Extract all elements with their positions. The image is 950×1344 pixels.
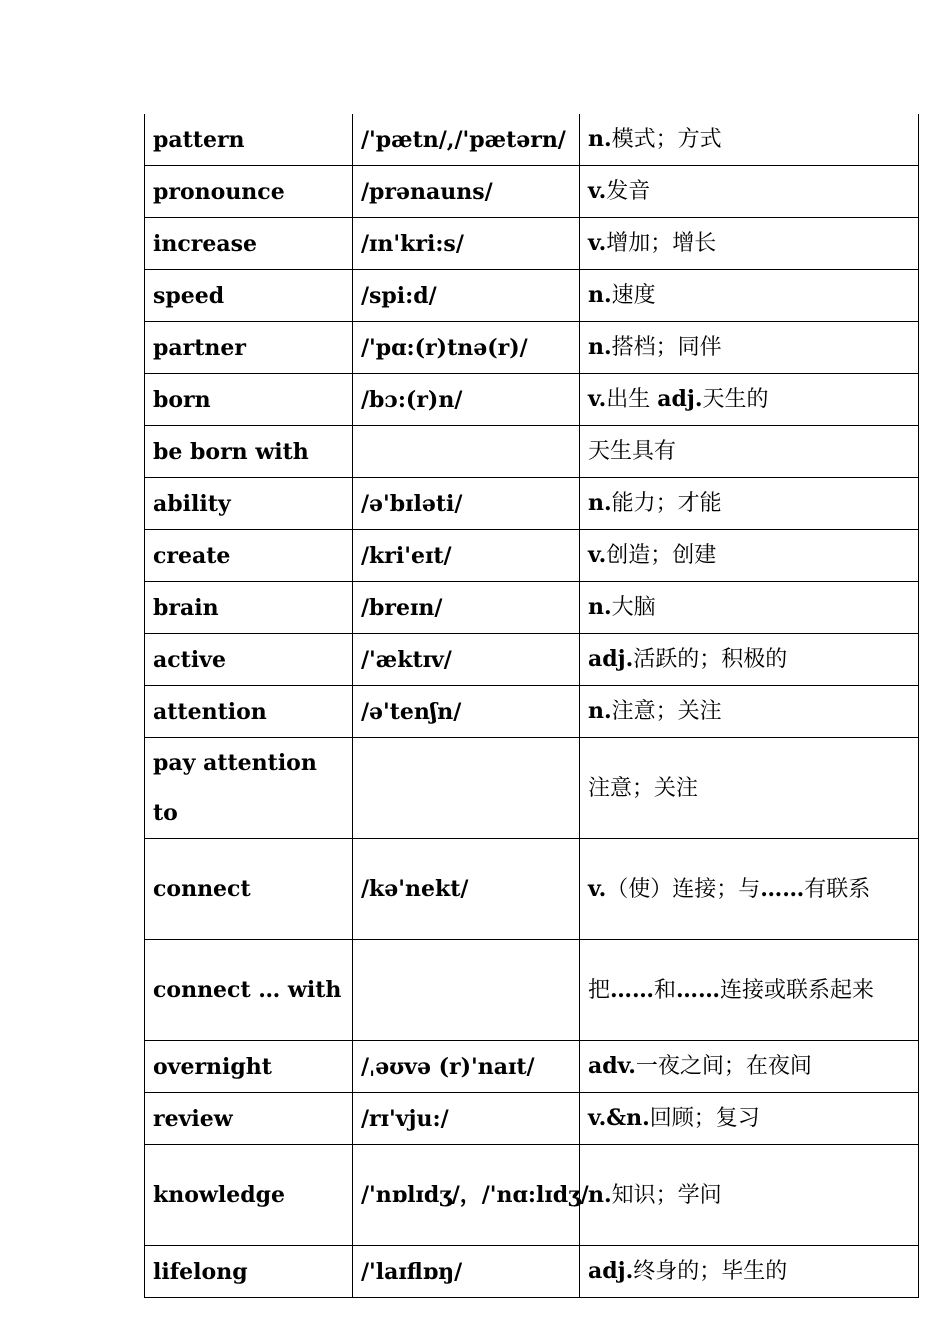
word-cell: pronounce <box>145 166 353 218</box>
table-row <box>145 426 919 478</box>
meaning-cell <box>580 1145 919 1246</box>
chinese-meaning: 发音 <box>606 179 651 204</box>
table-row <box>145 1093 919 1145</box>
part-of-speech: v. <box>588 542 607 568</box>
table-row <box>145 530 919 582</box>
word-cell: knowledge <box>145 1145 353 1246</box>
meaning-cell <box>580 322 919 374</box>
phonetic-cell: /kri'eɪt/ <box>353 530 580 582</box>
chinese-meaning: 大脑 <box>611 595 656 620</box>
table-row <box>145 634 919 686</box>
chinese-meaning: 一夜之间；在夜间 <box>635 1054 812 1079</box>
chinese-meaning: 模式；方式 <box>611 127 722 152</box>
phonetic-cell: /ə'bɪləti/ <box>353 478 580 530</box>
meaning-cell <box>580 738 919 839</box>
meaning-cell <box>580 1093 919 1145</box>
table-row <box>145 839 919 940</box>
part-of-speech: …… <box>610 976 655 1003</box>
meaning-cell <box>580 940 919 1041</box>
phonetic-cell: /'laɪflɒŋ/ <box>353 1246 580 1298</box>
meaning-cell <box>580 1041 919 1093</box>
word-cell: connect <box>145 839 353 940</box>
chinese-meaning: 回顾；复习 <box>649 1106 760 1131</box>
table-row <box>145 686 919 738</box>
chinese-meaning: 增加；增长 <box>606 231 717 256</box>
chinese-meaning: 活跃的；积极的 <box>633 647 788 672</box>
part-of-speech: n. <box>588 698 612 724</box>
chinese-meaning: 出生 <box>606 387 658 412</box>
table-row <box>145 322 919 374</box>
table-row <box>145 1041 919 1093</box>
meaning-cell <box>580 114 919 166</box>
word-cell: increase <box>145 218 353 270</box>
part-of-speech: n. <box>588 126 612 152</box>
chinese-meaning: 和 <box>654 977 677 1003</box>
chinese-meaning: 天生的 <box>702 387 769 412</box>
word-cell: partner <box>145 322 353 374</box>
phonetic-cell: /spi:d/ <box>353 270 580 322</box>
word-cell: active <box>145 634 353 686</box>
chinese-meaning: 天生具有 <box>588 439 677 464</box>
part-of-speech: n. <box>588 334 612 360</box>
table-row <box>145 738 919 839</box>
table-row <box>145 166 919 218</box>
part-of-speech: v. <box>588 230 607 256</box>
word-cell: create <box>145 530 353 582</box>
word-cell: be born with <box>145 426 353 478</box>
phonetic-cell: /rɪ'vju:/ <box>353 1093 580 1145</box>
chinese-meaning: 知识；学问 <box>611 1182 722 1208</box>
meaning-cell <box>580 374 919 426</box>
phonetic-cell: /ɪn'kri:s/ <box>353 218 580 270</box>
part-of-speech: v. <box>588 178 607 204</box>
phonetic-cell <box>353 738 580 839</box>
word-cell: pattern <box>145 114 353 166</box>
meaning-cell <box>580 686 919 738</box>
table-row <box>145 114 919 166</box>
part-of-speech: v.&n. <box>588 1105 650 1131</box>
phonetic-cell: /prənauns/ <box>353 166 580 218</box>
word-cell: born <box>145 374 353 426</box>
part-of-speech: adj. <box>657 386 703 412</box>
meaning-cell <box>580 166 919 218</box>
table-row <box>145 940 919 1041</box>
word-cell: speed <box>145 270 353 322</box>
meaning-cell <box>580 634 919 686</box>
table-row <box>145 374 919 426</box>
part-of-speech: n. <box>588 490 612 516</box>
phonetic-cell <box>353 940 580 1041</box>
phonetic-cell: /'nɒlɪdʒ/，/'nɑ:lɪdʒ/ <box>353 1145 580 1246</box>
chinese-meaning: 终身的；毕生的 <box>633 1259 788 1284</box>
phonetic-cell: /ə'tenʃn/ <box>353 686 580 738</box>
meaning-cell <box>580 1246 919 1298</box>
meaning-cell <box>580 582 919 634</box>
phonetic-cell <box>353 426 580 478</box>
chinese-meaning: 有联系 <box>804 876 871 902</box>
chinese-meaning: 搭档；同伴 <box>611 335 722 360</box>
word-cell: lifelong <box>145 1246 353 1298</box>
chinese-meaning: 连接或联系起来 <box>720 977 875 1003</box>
part-of-speech: adv. <box>588 1053 636 1079</box>
part-of-speech: v. <box>588 875 607 902</box>
table-row <box>145 218 919 270</box>
table-row <box>145 582 919 634</box>
part-of-speech: adj. <box>588 1258 634 1284</box>
part-of-speech: n. <box>588 1181 612 1208</box>
part-of-speech: n. <box>588 282 612 308</box>
vocabulary-table-body <box>145 114 919 1298</box>
vocabulary-table <box>144 114 919 1298</box>
table-row <box>145 1246 919 1298</box>
meaning-cell <box>580 270 919 322</box>
chinese-meaning: 创造；创建 <box>606 543 717 568</box>
word-cell: review <box>145 1093 353 1145</box>
meaning-cell <box>580 218 919 270</box>
word-cell: attention <box>145 686 353 738</box>
meaning-cell <box>580 530 919 582</box>
word-cell: ability <box>145 478 353 530</box>
phonetic-cell: /breɪn/ <box>353 582 580 634</box>
word-cell: connect … with <box>145 940 353 1041</box>
word-cell: brain <box>145 582 353 634</box>
chinese-meaning: 把 <box>588 977 611 1003</box>
chinese-meaning: 注意；关注 <box>588 775 699 801</box>
phonetic-cell: /ˌəʊvə (r)'naɪt/ <box>353 1041 580 1093</box>
table-row <box>145 1145 919 1246</box>
part-of-speech: adj. <box>588 646 634 672</box>
part-of-speech: …… <box>676 976 721 1003</box>
part-of-speech: n. <box>588 594 612 620</box>
meaning-cell <box>580 478 919 530</box>
meaning-cell <box>580 426 919 478</box>
phonetic-cell: /'pætn/,/'pætərn/ <box>353 114 580 166</box>
table-row <box>145 270 919 322</box>
table-row <box>145 478 919 530</box>
phonetic-cell: /kə'nekt/ <box>353 839 580 940</box>
part-of-speech: v. <box>588 386 607 412</box>
chinese-meaning: 能力；才能 <box>611 491 722 516</box>
meaning-cell <box>580 839 919 940</box>
phonetic-cell: /'æktɪv/ <box>353 634 580 686</box>
word-cell: overnight <box>145 1041 353 1093</box>
phonetic-cell: /bɔ:(r)n/ <box>353 374 580 426</box>
word-cell: pay attention to <box>145 738 353 839</box>
chinese-meaning: 速度 <box>611 283 656 308</box>
chinese-meaning: 注意；关注 <box>611 699 722 724</box>
phonetic-cell: /'pɑ:(r)tnə(r)/ <box>353 322 580 374</box>
chinese-meaning: （使）连接；与 <box>606 876 761 902</box>
part-of-speech: …… <box>760 875 805 902</box>
